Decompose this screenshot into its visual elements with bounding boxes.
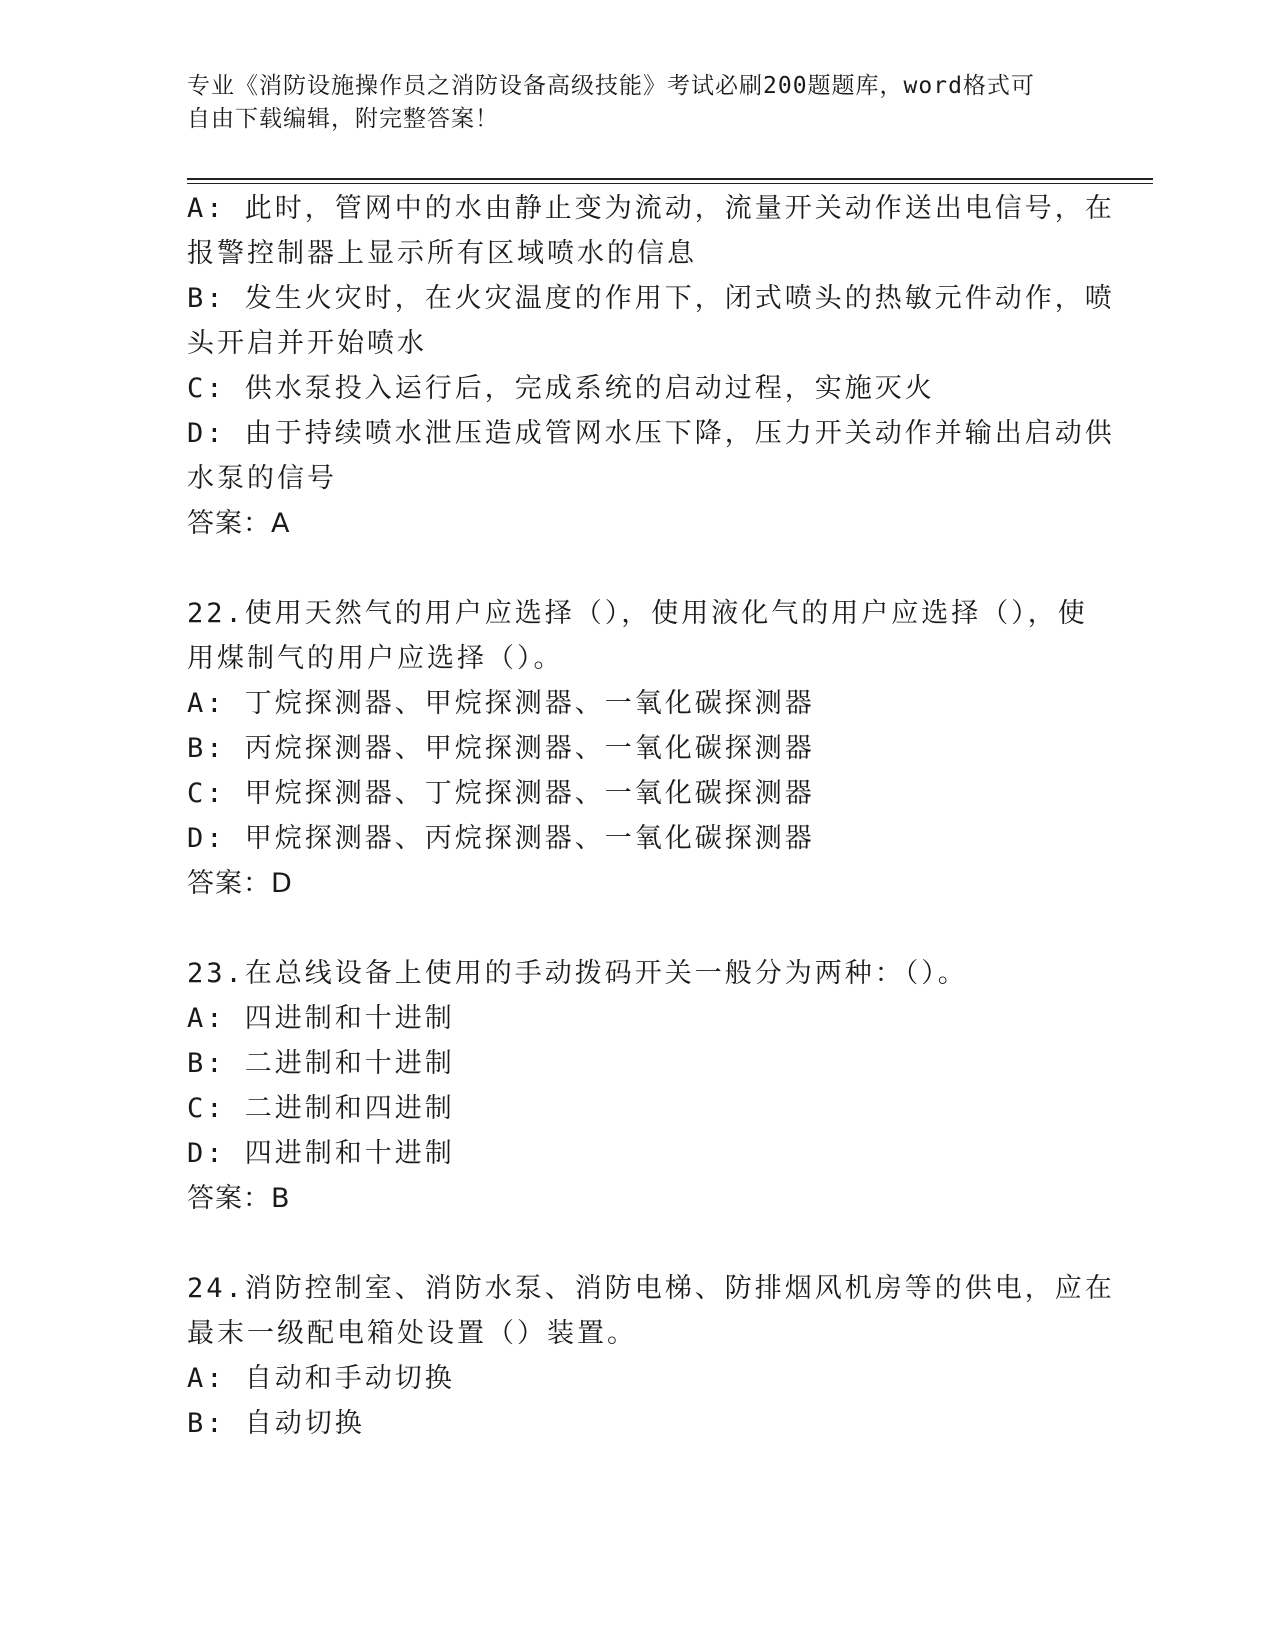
option-a: A: 自动和手动切换 bbox=[187, 1363, 455, 1394]
option-b: B: 丙烷探测器、甲烷探测器、一氧化碳探测器 bbox=[187, 733, 815, 764]
question-stem-line-2: 用煤制气的用户应选择（）。 bbox=[187, 643, 564, 674]
option-a-line-2: 报警控制器上显示所有区域喷水的信息 bbox=[187, 238, 697, 269]
option-a: A: 丁烷探测器、甲烷探测器、一氧化碳探测器 bbox=[187, 688, 815, 719]
question-block-23 bbox=[187, 951, 1087, 1221]
answer-label: 答案：B bbox=[187, 1183, 291, 1214]
question-stem-line-1: 22.使用天然气的用户应选择（），使用液化气的用户应选择（），使 bbox=[187, 598, 1088, 629]
option-a-line-1: A: 此时，管网中的水由静止变为流动，流量开关动作送出电信号，在 bbox=[187, 193, 1115, 224]
header-divider bbox=[187, 178, 1153, 180]
option-d: D: 四进制和十进制 bbox=[187, 1138, 455, 1169]
option-b-line-1: B: 发生火灾时，在火灾温度的作用下，闭式喷头的热敏元件动作，喷 bbox=[187, 283, 1115, 314]
question-block-21 bbox=[187, 186, 1115, 546]
document-header bbox=[187, 70, 1087, 136]
option-c: C: 供水泵投入运行后，完成系统的启动过程，实施灭火 bbox=[187, 373, 935, 404]
question-block-22 bbox=[187, 591, 1087, 906]
header-title-line-1: 专业《消防设施操作员之消防设备高级技能》考试必刷200题题库，word格式可 bbox=[187, 73, 1035, 99]
option-d-line-2: 水泵的信号 bbox=[187, 463, 337, 494]
option-d-line-1: D: 由于持续喷水泄压造成管网水压下降，压力开关动作并输出启动供 bbox=[187, 418, 1115, 449]
option-c: C: 甲烷探测器、丁烷探测器、一氧化碳探测器 bbox=[187, 778, 815, 809]
option-b-line-2: 头开启并开始喷水 bbox=[187, 328, 427, 359]
question-stem-line-1: 24.消防控制室、消防水泵、消防电梯、防排烟风机房等的供电，应在 bbox=[187, 1273, 1115, 1304]
option-b: B: 二进制和十进制 bbox=[187, 1048, 455, 1079]
question-list bbox=[187, 186, 1115, 1446]
option-b: B: 自动切换 bbox=[187, 1408, 365, 1439]
option-c: C: 二进制和四进制 bbox=[187, 1093, 455, 1124]
question-stem-line-1: 23.在总线设备上使用的手动拨码开关一般分为两种：（）。 bbox=[187, 958, 968, 989]
header-title-line-2: 自由下载编辑，附完整答案！ bbox=[187, 106, 499, 132]
option-a: A: 四进制和十进制 bbox=[187, 1003, 455, 1034]
question-block-24 bbox=[187, 1266, 1115, 1446]
question-stem-line-2: 最末一级配电箱处设置（）装置。 bbox=[187, 1318, 637, 1349]
answer-label: 答案：A bbox=[187, 508, 291, 539]
option-d: D: 甲烷探测器、丙烷探测器、一氧化碳探测器 bbox=[187, 823, 815, 854]
answer-label: 答案：D bbox=[187, 868, 293, 899]
